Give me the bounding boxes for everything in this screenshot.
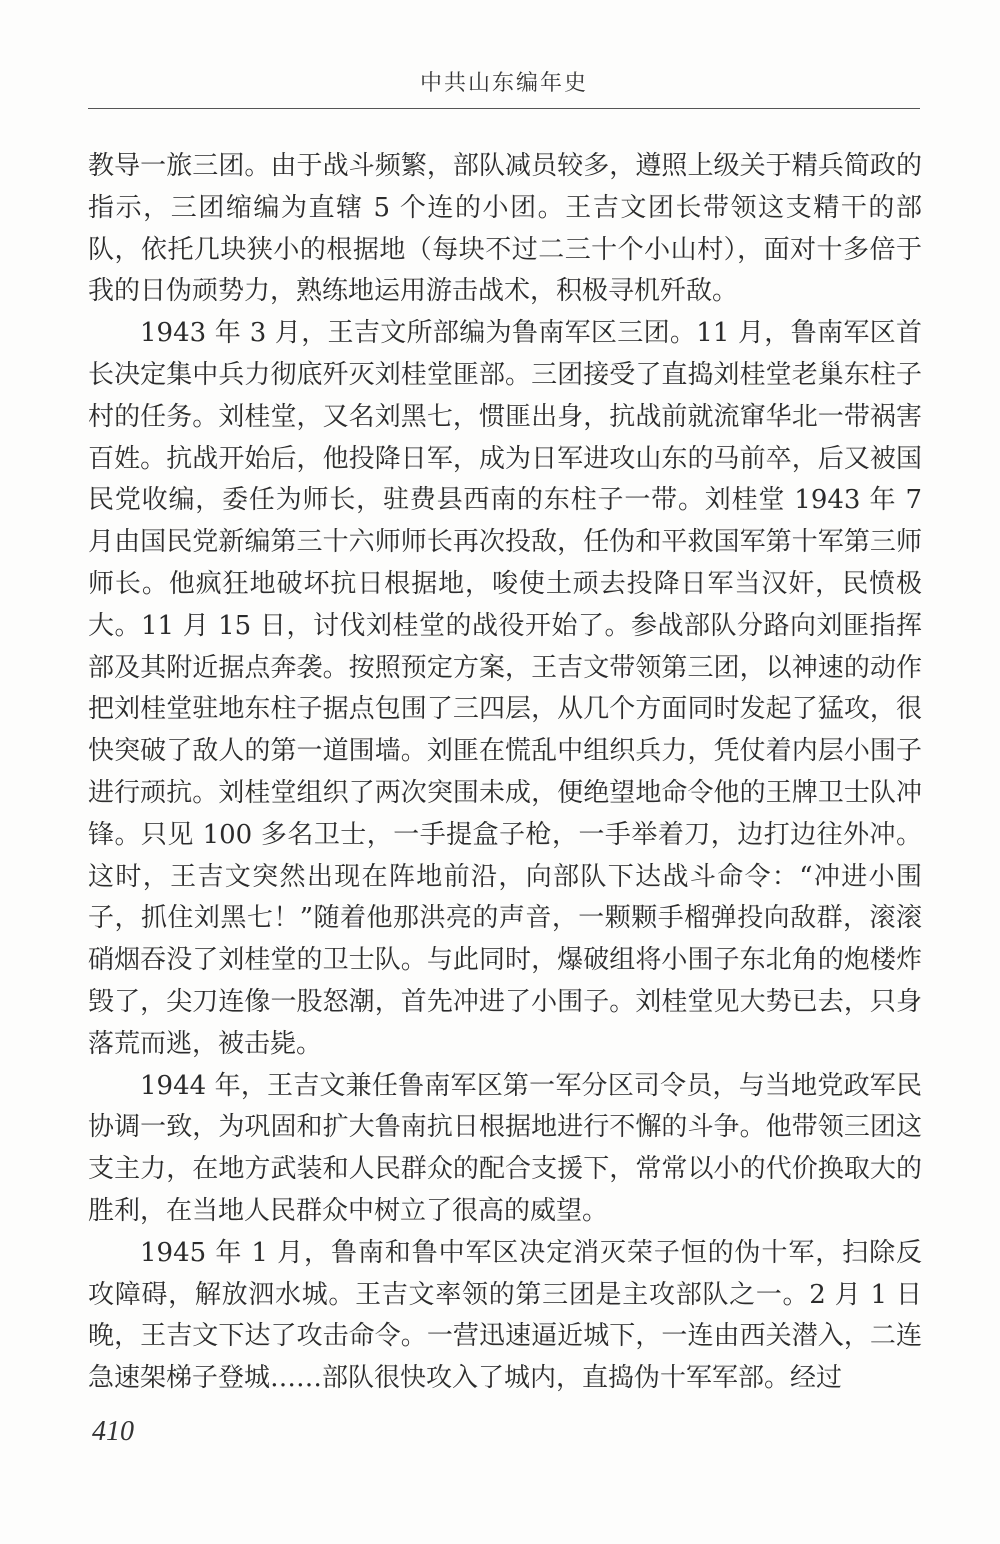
running-header: 中共山东编年史 — [419, 71, 588, 96]
page-number: 410 — [92, 1416, 134, 1447]
header-rule — [88, 108, 920, 109]
paragraph: 1943 年 3 月，王吉文所部编为鲁南军区三团。11 月，鲁南军区首长决定集中兵力彻底歼灭刘桂堂匪部。三团接受了直捣刘桂堂老巢东柱子村的任务。刘桂堂，又名刘黑七，惯匪出身，抗战前就流窜华北一带祸害百姓。抗战开始后，他投降日军，成为日军进攻山东的马前卒，后又被国民党收编，委任为师长，驻费县西南的东柱子一带。刘桂堂 1943 年 7 月由国民党新编第三十六师师长再次投敌，任伪和平救国军第十军第三师师长。他疯狂地破坏抗日根据地，唆使土顽去投降日军当汉奸，民愤极大。11 月 15 日，讨伐刘桂堂的战役开始了。参战部队分路向刘匪指挥部及其附近据点奔袭。按照预定方案，王吉文带领第三团，以神速的动作把刘桂堂驻地东柱子据点包围了三四层，从几个方面同时发起了猛攻，很快突破了敌人的第一道围墙。刘匪在慌乱中组织兵力，凭仗着内层小围子进行顽抗。刘桂堂组织了两次突围未成，便绝望地命令他的王牌卫士队冲锋。只见 100 多名卫士，一手提盒子枪，一手举着刀，边打边往外冲。这时，王吉文突然出现在阵地前沿，向部队下达战斗命令：“冲进小围子，抓住刘黑七！”随着他那洪亮的声音，一颗颗手榴弹投向敌群，滚滚硝烟吞没了刘桂堂的卫士队。与此同时，爆破组将小围子东北角的炮楼炸毁了，尖刀连像一股怒潮，首先冲进了小围子。刘桂堂见大势已去，只身落荒而逃，被击毙。 — [88, 318, 922, 1059]
paragraph-continued: 教导一旅三团。由于战斗频繁，部队减员较多，遵照上级关于精兵简政的指示，三团缩编为直辖 5 个连的小团。王吉文团长带领这支精干的部队，依托几块狭小的根据地（每块不过二三十个小山村），面对十多倍于我的日伪顽势力，熟练地运用游击战术，积极寻机歼敌。 — [88, 151, 922, 307]
paragraph: 1944 年，王吉文兼任鲁南军区第一军分区司令员，与当地党政军民协调一致，为巩固和扩大鲁南抗日根据地进行不懈的斗争。他带领三团这支主力，在地方武装和人民群众的配合支援下，常常以小的代价换取大的胜利，在当地人民群众中树立了很高的威望。 — [88, 1070, 922, 1226]
paragraph: 1945 年 1 月，鲁南和鲁中军区决定消灭荣子恒的伪十军，扫除反攻障碍，解放泗水城。王吉文率领的第三团是主攻部队之一。2 月 1 日晚，王吉文下达了攻击命令。一营迅速逼近城下，一连由西关潜入，二连急速架梯子登城……部队很快攻入了城内，直捣伪十军军部。经过 — [88, 1237, 922, 1394]
body-text — [88, 146, 922, 1400]
